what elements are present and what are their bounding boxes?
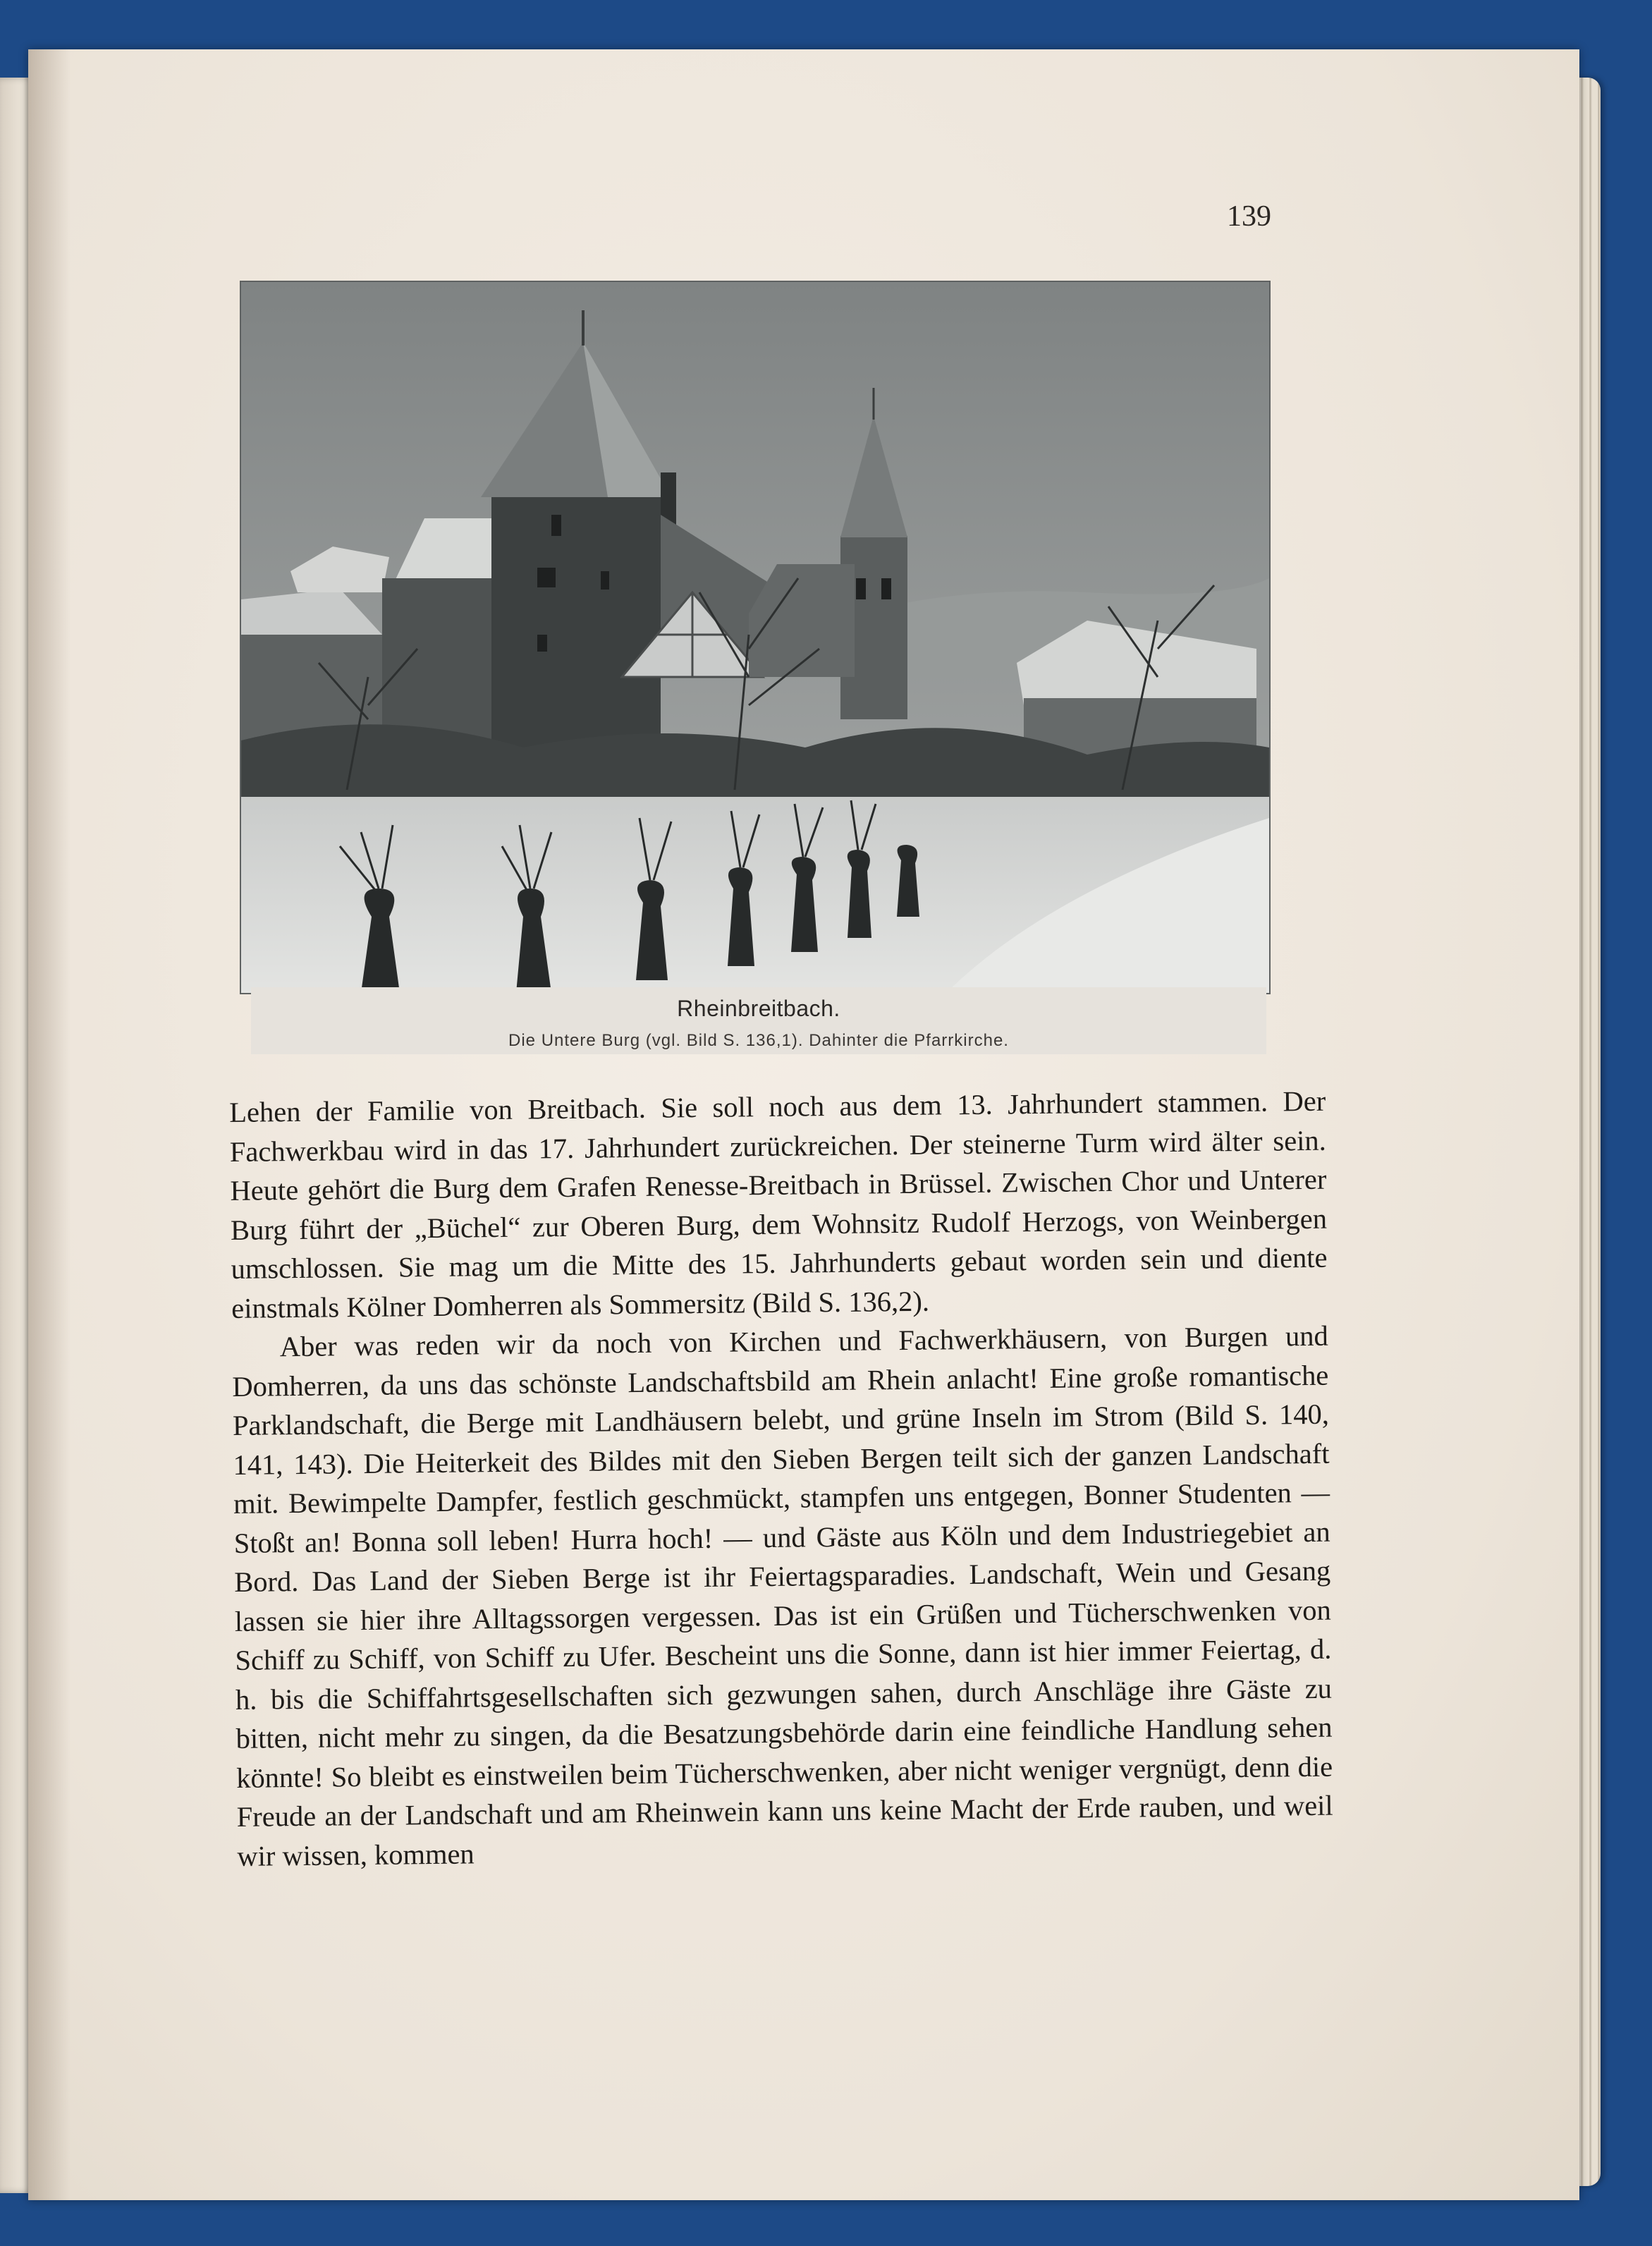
paragraph-2: Aber was reden wir da noch von Kirchen und Fachwerkhäusern, von Burgen und Domherren, da uns das schönste Landschaftsbild am Rhein anlacht! Eine große romantische Parklandschaft, die Berge mit Landhäusern belebt, und grüne Inseln im Strom (Bild S. 140, 141, 143). Die Heiterkeit des Bildes mit den Sieben Bergen teilt sich der ganzen Landschaft mit. Bewimpelte Dampfer, festlich geschmückt, stampfen uns entgegen, Bonner Studenten — Stoßt an! Bonna soll leben! Hurra hoch! — und Gäste aus Köln und dem Industriegebiet an Bord. Das Land der Sieben Berge ist ihr Feiertagsparadies. Landschaft, Wein und Gesang lassen sie hier ihre Alltagssorgen vergessen. Das ist ein Grüßen und Tücherschwenken von Schiff zu Schiff, von Schiff zu Ufer. Bescheint uns die Sonne, dann ist hier immer Feiertag, d. h. bis die Schiffahrtsgesellschaften sich gezwungen sahen, durch Anschläge ihre Gäste zu bitten, nicht mehr zu singen, da die Besatzungsbehörde darin eine feindliche Handlung sehen könnte! So bleibt es einstweilen beim Tücherschwenken, aber nicht weniger vergnügt, denn die Freude an der Landschaft und am Rheinwein kann uns keine Macht der Erde rauben, und weil wir wissen, kommen <box>232 1319 1333 1872</box>
figure-caption-subtitle: Die Untere Burg (vgl. Bild S. 136,1). Dahinter die Pfarrkirche. <box>508 1031 1009 1050</box>
gutter-shadow <box>28 49 71 2200</box>
figure-caption-title: Rheinbreitbach. <box>677 996 840 1021</box>
paragraph-1: Lehen der Familie von Breitbach. Sie soll noch aus dem 13. Jahrhundert stammen. Der Fachwerkbau wird in das 17. Jahrhundert zurückreichen. Der steinerne Turm wird älter sein. Heute gehört die Burg dem Grafen Renesse-Breitbach in Brüssel. Zwischen Chor und Unterer Burg führt der „Büchel“ zur Oberen Burg, dem Wohnsitz Rudolf Herzogs, von Weinbergen umschlossen. Sie mag um die Mitte des 15. Jahrhunderts gebaut worden sein und diente einstmals Kölner Domherren als Sommersitz (Bild S. 136,2). <box>229 1085 1328 1324</box>
page-number: 139 <box>1227 200 1271 233</box>
figure-photo <box>241 282 1269 993</box>
body-text <box>229 1082 1334 1876</box>
